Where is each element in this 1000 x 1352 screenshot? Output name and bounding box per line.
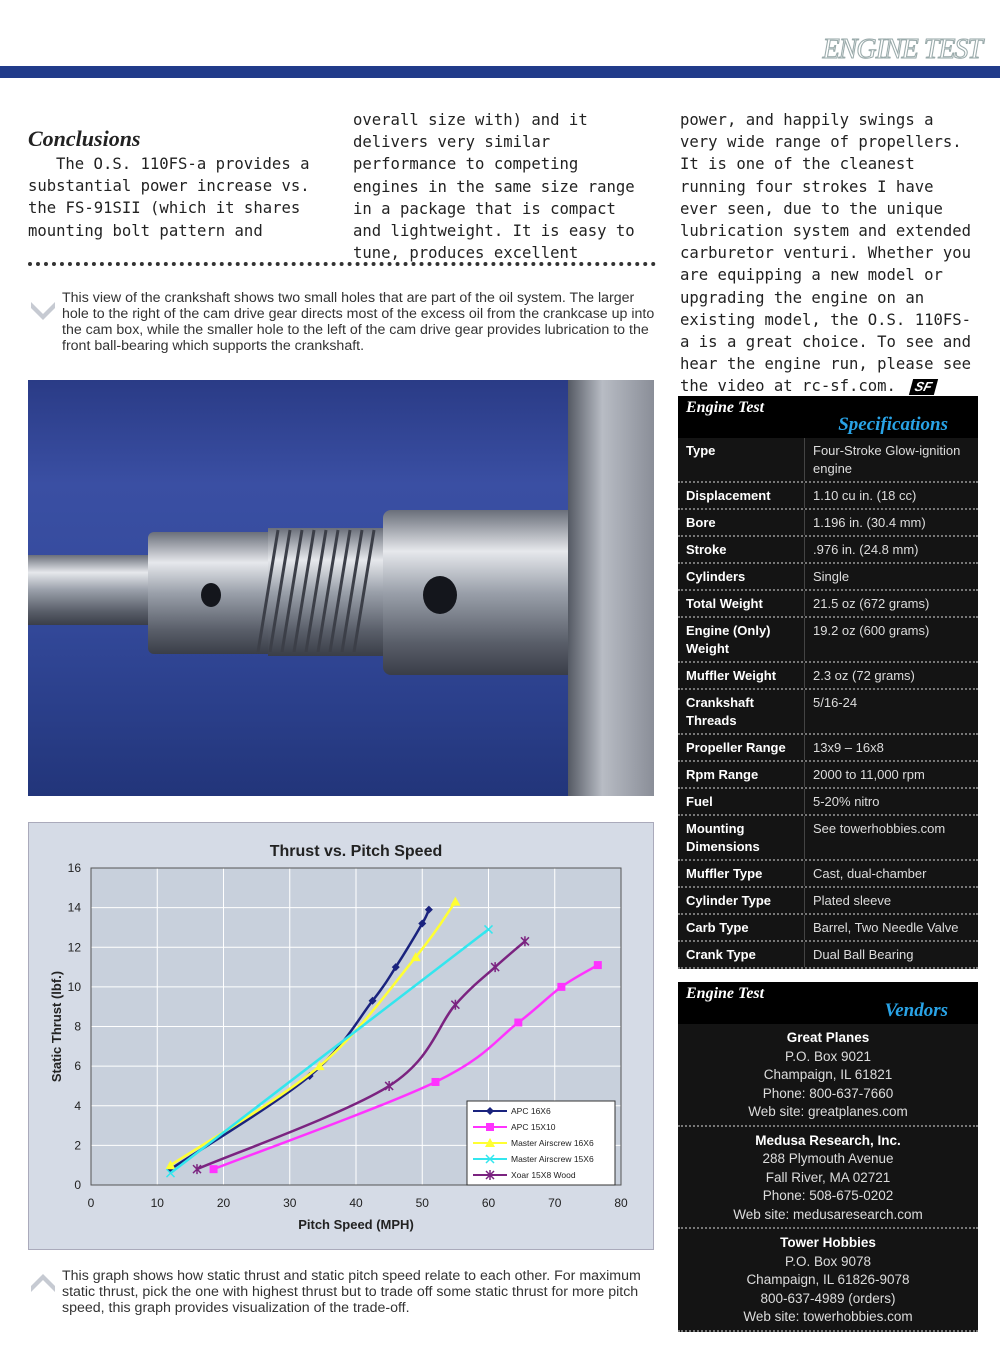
spec-row <box>678 591 978 618</box>
vendor-line: Fall River, MA 02721 <box>765 1169 891 1185</box>
spec-key: Total Weight <box>678 591 805 616</box>
sf-logo: SF <box>909 379 938 395</box>
vendor-entry <box>678 1024 978 1127</box>
spec-value: 1.196 in. (30.4 mm) <box>813 515 926 530</box>
divider <box>28 262 656 266</box>
spec-key: Engine (Only) Weight <box>678 618 805 661</box>
y-tick-label: 16 <box>67 861 81 875</box>
y-tick-label: 10 <box>67 979 81 994</box>
vendor-line: Champaign, IL 61826-9078 <box>746 1272 910 1287</box>
spec-key: Propeller Range <box>678 735 805 760</box>
article-column-1 <box>28 128 328 242</box>
x-tick-label: 60 <box>481 1196 496 1210</box>
chart-svg <box>29 823 655 1251</box>
vendor-name: Great Planes <box>786 1030 870 1045</box>
spec-row <box>678 510 978 537</box>
data-point <box>486 1123 494 1131</box>
x-tick-label: 70 <box>548 1196 562 1210</box>
spec-value: 2000 to 11,000 rpm <box>813 767 925 782</box>
specifications-header <box>678 396 978 438</box>
spec-row <box>678 438 978 483</box>
legend-label: APC 16X6 <box>511 1106 551 1116</box>
legend-label: Master Airscrew 16X6 <box>511 1138 594 1148</box>
vendor-website[interactable]: Web site: medusaresearch.com <box>733 1206 923 1222</box>
vendor-website[interactable]: Web site: towerhobbies.com <box>743 1309 913 1324</box>
vendor-line: 800-637-4989 (orders) <box>760 1290 896 1306</box>
spec-row <box>678 663 978 690</box>
spec-value: 1.10 cu in. (18 cc) <box>813 488 917 503</box>
spec-value: See towerhobbies.com <box>813 821 946 836</box>
specifications-title: Specifications <box>838 414 948 435</box>
spec-value: Plated sleeve <box>813 893 892 908</box>
spec-row <box>678 735 978 762</box>
spec-key: Carb Type <box>678 915 805 940</box>
spec-row <box>678 618 978 663</box>
spec-key: Muffler Type <box>678 861 805 886</box>
article-column-3 <box>680 109 980 398</box>
spec-row <box>678 942 978 969</box>
vendors-header <box>678 982 978 1024</box>
y-tick-label: 14 <box>67 900 81 915</box>
spec-key: Crank Type <box>678 942 805 967</box>
x-tick-label: 50 <box>415 1196 429 1210</box>
chevron-down-icon <box>30 296 56 322</box>
spec-row <box>678 762 978 789</box>
article-text-3: power, and happily swings a very wide range of propellers. It is one of the cleanest running four strokes I have ever seen, due to the unique lubrication system and extended carburetor venturi. Whether you are equipping a new model or upgrading the engine on an existing model, the O.S. 110FS-a is a great choice. To see and hear the engine run, please see the video at rc-sf.com. <box>680 111 972 396</box>
vendor-line: Champaign, IL 61821 <box>763 1067 893 1082</box>
spec-value: 5-20% nitro <box>813 794 880 809</box>
vendors-panel <box>678 982 978 1332</box>
vendor-line: 288 Plymouth Avenue <box>762 1151 894 1166</box>
spec-row <box>678 861 978 888</box>
legend-label: APC 15X10 <box>511 1122 556 1132</box>
x-tick-label: 80 <box>614 1196 628 1210</box>
vendor-line: Phone: 508-675-0202 <box>762 1188 894 1203</box>
spec-row <box>678 537 978 564</box>
y-tick-label: 8 <box>74 1019 81 1034</box>
vendors-title: Vendors <box>884 1000 948 1021</box>
x-tick-label: 0 <box>87 1196 95 1210</box>
legend-label: Xoar 15X8 Wood <box>511 1170 576 1180</box>
spec-row <box>678 888 978 915</box>
spec-value: Dual Ball Bearing <box>813 947 914 962</box>
crankshaft-photo <box>28 380 654 796</box>
chart-caption: This graph shows how static thrust and static pitch speed relate to each other. For maximum static thrust, pick the one with highest thrust but to trade off some static thrust for more pitch speed, this graph provides visualization of the trade-off. <box>62 1268 641 1316</box>
thrust-chart <box>28 822 654 1250</box>
spec-key: Fuel <box>678 789 805 814</box>
spec-key: Cylinders <box>678 564 805 589</box>
x-tick-label: 30 <box>283 1196 297 1210</box>
y-tick-label: 2 <box>74 1138 81 1153</box>
spec-key: Bore <box>678 510 805 535</box>
article-heading: Conclusions <box>28 126 141 151</box>
x-tick-label: 20 <box>216 1196 231 1210</box>
y-tick-label: 4 <box>74 1098 81 1113</box>
spec-value: Single <box>813 569 850 584</box>
spec-value: .976 in. (24.8 mm) <box>813 542 919 557</box>
y-axis-label: Static Thrust (lbf.) <box>49 970 64 1083</box>
vendor-name: Tower Hobbies <box>780 1235 876 1250</box>
legend-label: Master Airscrew 15X6 <box>511 1154 594 1164</box>
data-point <box>557 983 565 991</box>
spec-value: 21.5 oz (672 grams) <box>813 596 930 611</box>
spec-row <box>678 816 978 861</box>
vendor-list <box>678 1024 978 1332</box>
spec-row <box>678 564 978 591</box>
vendor-entry <box>678 1229 978 1332</box>
vendor-name: Medusa Research, Inc. <box>755 1132 901 1148</box>
vendor-website[interactable]: Web site: greatplanes.com <box>748 1104 908 1119</box>
data-point <box>514 1019 522 1027</box>
spec-value: 13x9 – 16x8 <box>813 740 884 755</box>
spec-row <box>678 690 978 735</box>
x-tick-label: 40 <box>349 1196 363 1210</box>
y-tick-label: 6 <box>74 1059 81 1074</box>
y-tick-label: 0 <box>74 1178 81 1192</box>
section-title: ENGINE TEST <box>822 34 982 65</box>
spec-key: Mounting Dimensions <box>678 816 805 859</box>
x-axis-label: Pitch Speed (MPH) <box>298 1217 414 1232</box>
spec-key: Crankshaft Threads <box>678 690 805 733</box>
article-text-2: overall size with) and it delivers very similar performance to competing engines in the same size range in a package that is compact and lightweight. It is easy to tune, produces excellent <box>353 111 635 263</box>
spec-key: Type <box>678 438 805 481</box>
chart-title: Thrust vs. Pitch Speed <box>269 843 443 860</box>
article-text-1: The O.S. 110FS-a provides a substantial power increase vs. the FS-91SII (which it shares mounting bolt pattern and <box>28 155 310 240</box>
article-column-2 <box>353 109 653 264</box>
vendor-line: P.O. Box 9078 <box>784 1253 872 1269</box>
spec-table <box>678 438 978 969</box>
data-point <box>432 1078 440 1086</box>
spec-key: Stroke <box>678 537 805 562</box>
spec-key: Displacement <box>678 483 805 508</box>
data-point <box>210 1165 218 1173</box>
spec-row <box>678 915 978 942</box>
photo-caption: This view of the crankshaft shows two small holes that are part of the oil system. The larger hole to the right of the cam drive gear directs most of the excess oil from the crankcase up into the cam box, while the smaller hole to the left of the cam drive gear provides lubrication to the front ball-bearing which supports the crankshaft. <box>62 290 655 354</box>
spec-value: Cast, dual-chamber <box>813 866 927 881</box>
vendor-entry <box>678 1127 978 1230</box>
spec-key: Cylinder Type <box>678 888 805 913</box>
spec-key: Rpm Range <box>678 762 805 787</box>
y-tick-label: 12 <box>67 940 81 955</box>
spec-value: Barrel, Two Needle Valve <box>813 920 959 935</box>
spec-value: 5/16-24 <box>813 695 858 710</box>
chevron-up-icon <box>30 1272 56 1298</box>
spec-row <box>678 789 978 816</box>
spec-row <box>678 483 978 510</box>
spec-value: Four-Stroke Glow-ignition engine <box>813 443 961 476</box>
x-tick-label: 10 <box>150 1196 164 1210</box>
spec-value: 2.3 oz (72 grams) <box>813 668 915 683</box>
header-bar <box>0 66 1000 78</box>
spec-value: 19.2 oz (600 grams) <box>813 623 930 638</box>
vendor-line: Phone: 800-637-7660 <box>762 1085 894 1101</box>
data-point <box>594 961 602 969</box>
vendors-label: Engine Test <box>686 985 765 1002</box>
spec-key: Muffler Weight <box>678 663 805 688</box>
specifications-panel <box>678 396 978 969</box>
vendor-line: P.O. Box 9021 <box>784 1048 872 1064</box>
specifications-label: Engine Test <box>686 399 765 416</box>
